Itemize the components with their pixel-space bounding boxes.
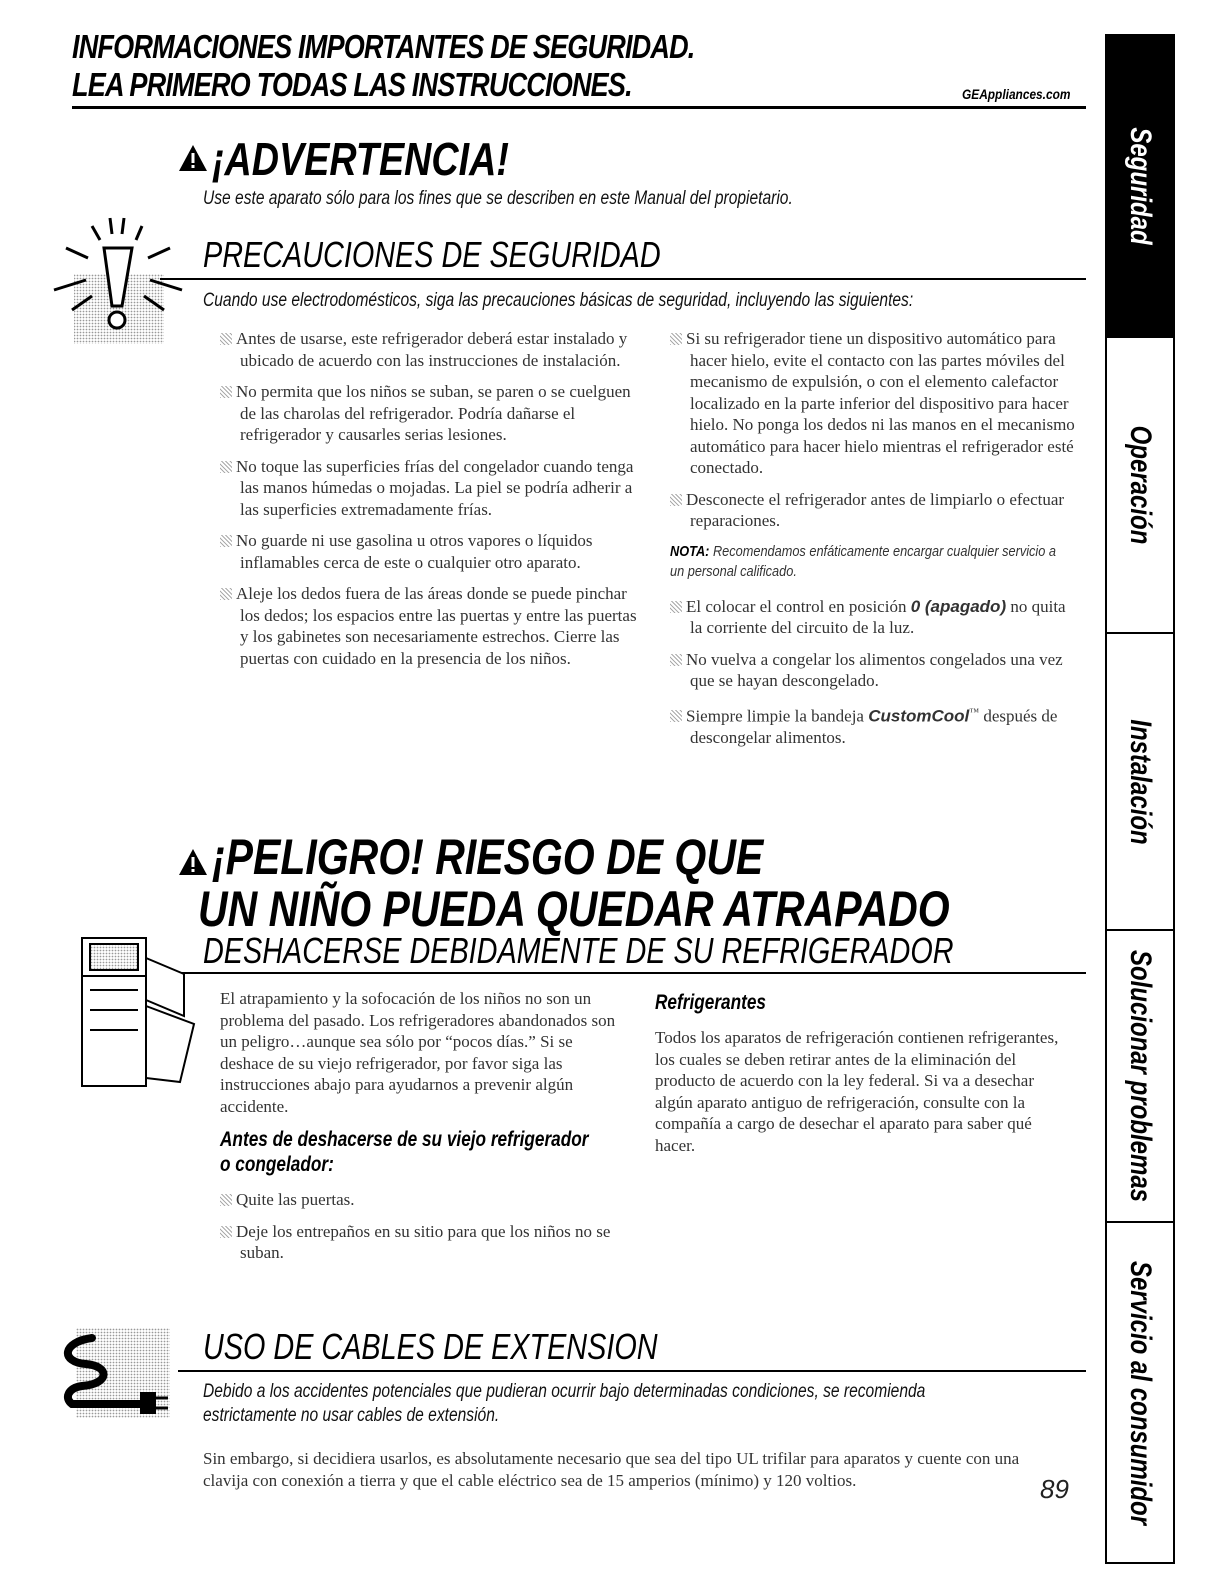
bullet-icon — [220, 386, 232, 398]
list-item: No vuelva a congelar los alimentos congelados una vez que se hayan descongelado. — [670, 649, 1080, 692]
list-item: Antes de usarse, este refrigerador deberá estar instalado y ubicado de acuerdo con las instrucciones de instalación. — [220, 328, 640, 371]
warning-subtitle: Use este aparato sólo para los fines que se describen en este Manual del propietario. — [203, 188, 793, 209]
list-item: Desconecte el refrigerador antes de limpiarlo o efectuar reparaciones. — [670, 489, 1080, 532]
list-item: Si su refrigerador tiene un dispositivo automático para hacer hielo, evite el contacto con las partes móviles del mecanismo de expulsión, o con el elemento calefactor localizado en la parte inferior del dispositivo para hacer hielo. No ponga los dedos ni las manos en el mecanismo automático para hacer hielo mientras el refrigerador esté conectado. — [670, 328, 1080, 479]
bullet-icon — [670, 494, 682, 506]
cables-rule — [178, 1370, 1086, 1372]
bullet-icon — [220, 461, 232, 473]
tab-solucionar-problemas[interactable]: Solucionar problemas — [1107, 931, 1173, 1223]
bullet-icon — [220, 1226, 232, 1238]
header-line-1: INFORMACIONES IMPORTANTES DE SEGURIDAD. — [72, 28, 695, 65]
refrigerants-column — [655, 990, 1075, 1166]
bullet-icon — [220, 1194, 232, 1206]
bullet-icon — [670, 654, 682, 666]
list-item: No permita que los niños se suban, se paren o se cuelguen de las charolas del refrigerador. Podría dañarse el refrigerador y causarles serias lesiones. — [220, 381, 640, 446]
precautions-right-column — [670, 328, 1080, 758]
section-tabs — [1105, 34, 1175, 1564]
list-item: Aleje los dedos fuera de las áreas donde se puede pinchar los dedos; los espacios entre las puertas y entre las puertas y los gabinetes son necesariamente estrechos. Cierre las puertas con cuidado en la presencia de los niños. — [220, 583, 640, 669]
tab-seguridad[interactable]: Seguridad — [1107, 36, 1173, 338]
page-number: 89 — [1040, 1474, 1069, 1504]
bullet-icon — [220, 333, 232, 345]
precautions-title: PRECAUCIONES DE SEGURIDAD — [203, 234, 661, 275]
refrigerants-heading: Refrigerantes — [655, 991, 767, 1014]
disposal-heading: Antes de deshacerse de su viejo refrigerador o congelador: — [220, 1128, 589, 1176]
list-item: No guarde ni use gasolina u otros vapores o líquidos inflamables cerca de este o cualquier otro aparato. — [220, 530, 640, 573]
cables-title: USO DE CABLES DE EXTENSION — [203, 1326, 658, 1367]
header-line-2: LEA PRIMERO TODAS LAS INSTRUCCIONES. — [72, 66, 632, 103]
refrigerants-text: Todos los aparatos de refrigeración contienen refrigerantes, los cuales se deben retirar antes de la eliminación del producto de acuerdo con la ley federal. Si va a desechar algún aparato antiguo de refrigeración, consulte con la compañía a cargo de desechar el aparato para saber qué hacer. — [655, 1028, 1059, 1155]
precautions-intro: Cuando use electrodomésticos, siga las precauciones básicas de seguridad, incluyendo las siguientes: — [203, 290, 914, 311]
site-url[interactable]: GEAppliances.com — [962, 86, 1071, 102]
cables-text: Sin embargo, si decidiera usarlos, es absolutamente necesario que sea del tipo UL trifilar para aparatos y cuente con una clavija con conexión a tierra y que el cable eléctrico sea de 15 amperios (mínimo) y 120 voltios. — [203, 1449, 1020, 1490]
cables-intro: Debido a los accidentes potenciales que pudieran ocurrir bajo determinadas condiciones, se recomienda estrictamente no usar cables de extensión. — [203, 1381, 926, 1426]
danger-paragraph: El atrapamiento y la sofocación de los niños no son un problema del pasado. Los refrigeradores abandonados son un peligro…aunque sea sólo por “pocos días.” Si se deshace de su viejo refrigerador, por favor siga las instrucciones abajo para ayudarnos a prevenir algún accidente. — [220, 989, 616, 1116]
list-item: El colocar el control en posición 0 (apagado) no quita la corriente del circuito de la luz. — [670, 596, 1080, 639]
bullet-icon — [670, 601, 682, 613]
exclamation-hazard-icon — [52, 214, 184, 346]
list-item: No toque las superficies frías del congelador cuando tenga las manos húmedas o mojadas. La piel se podría adherir a las superficies extremadamente frías. — [220, 456, 640, 521]
bullet-icon — [220, 535, 232, 547]
note: NOTA: Recomendamos enfáticamente encargar cualquier servicio a un personal calificado. — [670, 542, 1056, 580]
bullet-icon — [220, 588, 232, 600]
page-header-title — [72, 28, 695, 104]
danger-left-column — [220, 988, 630, 1274]
list-item: Siempre limpie la bandeja CustomCool™ después de descongelar alimentos. — [670, 702, 1080, 749]
precautions-left-column — [220, 328, 640, 679]
tab-instalacion[interactable]: Instalación — [1107, 634, 1173, 931]
precautions-rule — [160, 278, 1086, 280]
bullet-icon — [670, 710, 682, 722]
danger-subtitle: DESHACERSE DEBIDAMENTE DE SU REFRIGERADOR — [203, 930, 954, 971]
list-item: Deje los entrepaños en su sitio para que los niños no se suban. — [220, 1221, 630, 1264]
tab-operacion[interactable]: Operación — [1107, 338, 1173, 634]
warning-triangle-icon — [178, 144, 208, 172]
tab-servicio-al-consumidor[interactable]: Servicio al consumidor — [1124, 1260, 1157, 1525]
list-item: Quite las puertas. — [220, 1189, 630, 1211]
extension-cord-icon — [52, 1328, 172, 1418]
danger-rule — [178, 972, 1086, 974]
header-rule — [72, 106, 1086, 109]
refrigerator-icon — [60, 928, 198, 1098]
warning-triangle-icon — [178, 848, 208, 876]
bullet-icon — [670, 333, 682, 345]
